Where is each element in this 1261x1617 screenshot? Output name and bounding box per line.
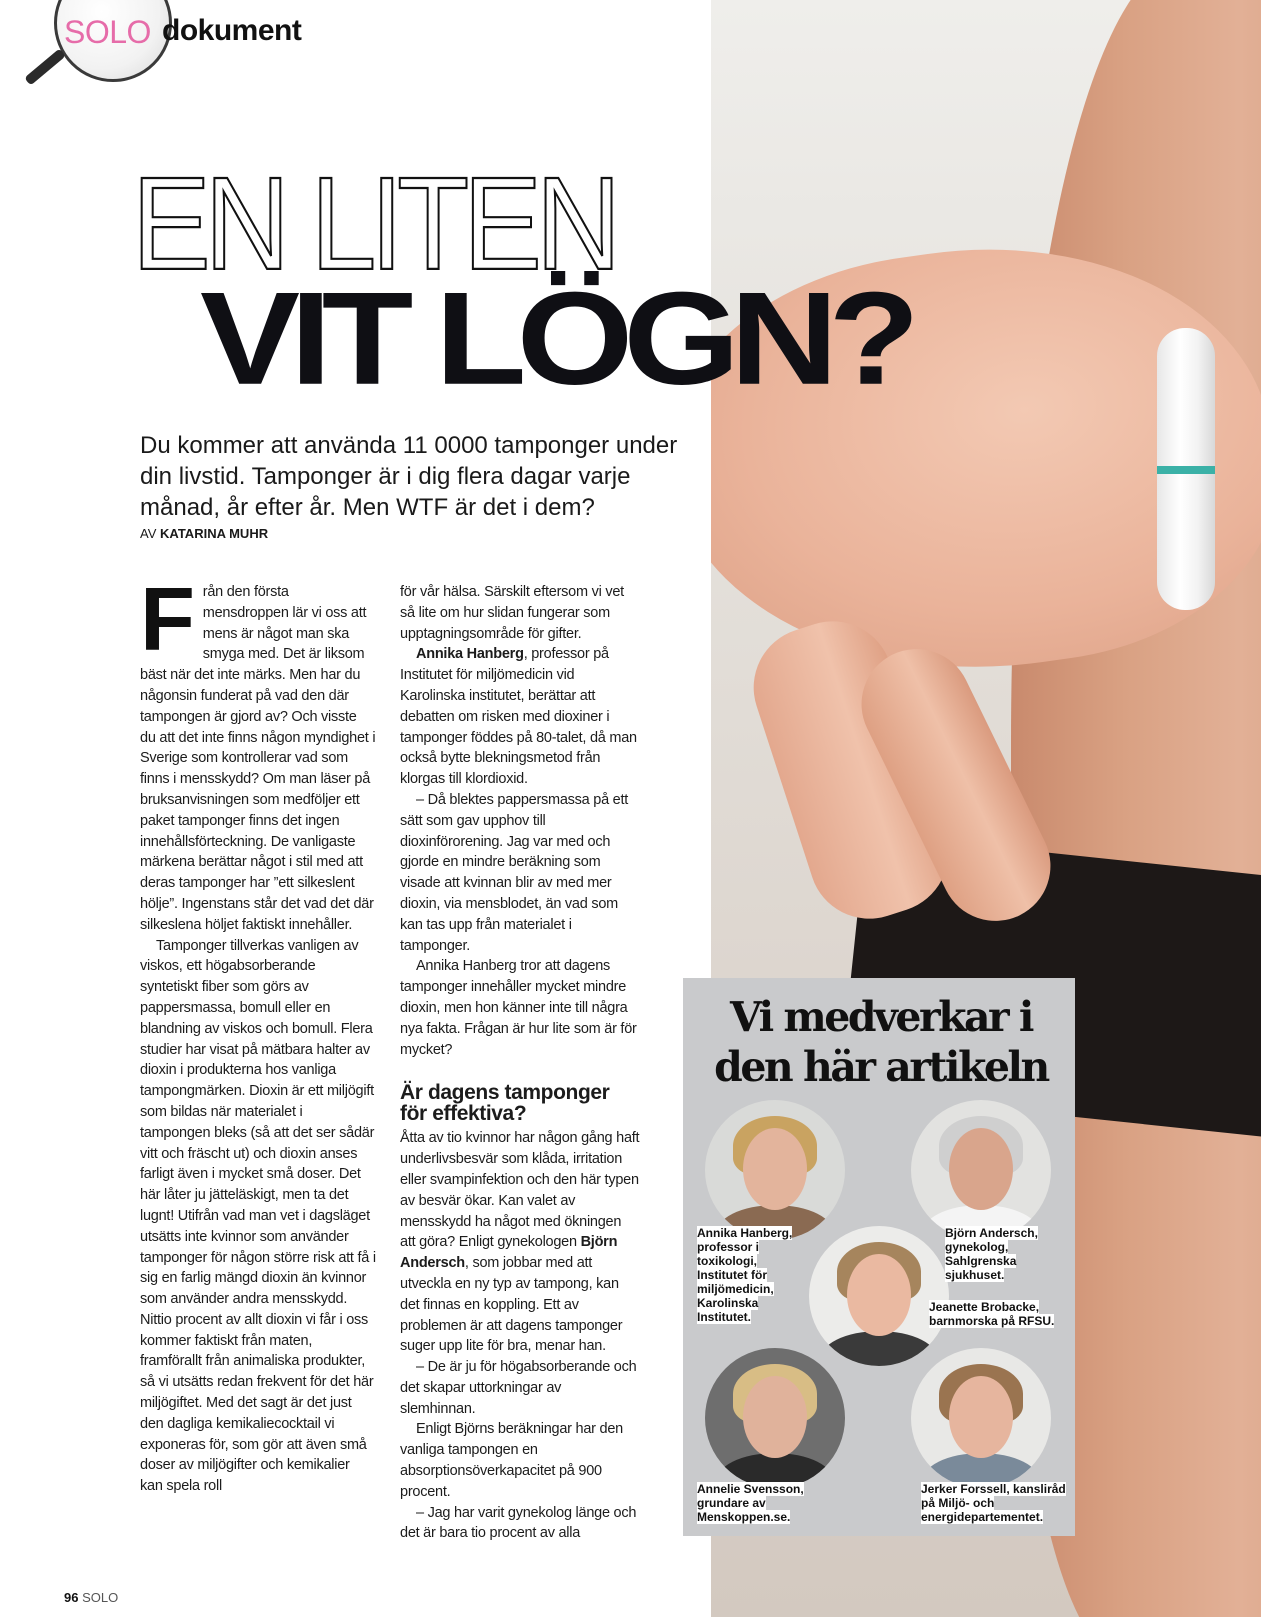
brand-name: SOLO bbox=[64, 14, 151, 50]
page-folio bbox=[64, 1590, 118, 1605]
body-paragraph: – De är ju för högabsorberande och det skapar uttorkningar av slemhinnan. bbox=[400, 1359, 637, 1417]
portrait-jerker bbox=[911, 1348, 1051, 1488]
body-paragraph: – Då blektes pappersmassa på ett sätt som gav upphov till dioxinförorening. Jag var med och gjorde en mindre beräkning som visade att kvinnan blir av med mer dioxin, via mensblodet, än vad som kan tas upp från materialet i tamponger. bbox=[400, 791, 629, 954]
section-logo bbox=[22, 0, 352, 95]
body-paragraph bbox=[400, 644, 640, 790]
portrait-face bbox=[949, 1128, 1013, 1210]
body-paragraph bbox=[400, 1128, 640, 1357]
body-text: rån den första mensdroppen lär vi oss att mens är något man ska smyga med. Det är liksom bäst när det inte märks. Men har du någonsin funderat på vad den där tampongen är gjord av? Och visste du att det inte finns någon myndighet i Sverige som kontrollerar vad som finns i mensskydd? Om man läser på bruksanvisningen som medföljer ett paket tamponger finns det ingen innehållsförteckning. De vanligaste märkena berättar något i stil med att deras tamponger har ”ett silkeslent hölje”. Ingenstans står det vad det där silkeslena höljet faktiskt innehåller. bbox=[140, 584, 376, 933]
caption-annelie: Annelie Svensson, grundare av Menskoppen.se. bbox=[697, 1482, 804, 1524]
portrait-bjorn bbox=[911, 1100, 1051, 1240]
lead-paragraph: Du kommer att använda 11 0000 tamponger under din livstid. Tamponger är i dig flera dagar varje månad, år efter år. Men WTF är det i dem? bbox=[140, 432, 678, 521]
caption-jeanette: Jeanette Brobacke, barnmorska på RFSU. bbox=[929, 1300, 1055, 1328]
body-column-1 bbox=[140, 570, 376, 1497]
body-paragraph: för vår hälsa. Särskilt eftersom vi vet så lite om hur slidan fungerar som upptagningsområde för gifter. bbox=[400, 584, 624, 642]
body-paragraph: Annika Hanberg tror att dagens tamponger innehåller mycket mindre dioxin, men hon känner inte till några nya fakta. Frågan är hur lite som är för mycket? bbox=[400, 958, 637, 1058]
body-paragraph: – Jag har varit gynekolog länge och det är bara tio procent av alla bbox=[400, 1504, 637, 1542]
magnifier-handle-icon bbox=[24, 48, 66, 85]
person-name: Björn Andersch bbox=[400, 1234, 618, 1272]
portrait-jeanette bbox=[809, 1226, 949, 1366]
body-paragraph bbox=[140, 570, 376, 936]
dropcap: F bbox=[140, 570, 195, 670]
body-text: , som jobbar med att utveckla en ny typ av tampong, kan det finnas en koppling. Ett av problemen är att dagens tamponger suger upp lite för bra, menar han. bbox=[400, 1255, 623, 1355]
body-column-2 bbox=[400, 582, 640, 1544]
body-paragraph: Enligt Björns beräkningar har den vanliga tampongen en absorptionsöverkapacitet på 900 procent. bbox=[400, 1421, 623, 1500]
body-text: Åtta av tio kvinnor har någon gång haft underlivsbesvär som klåda, irritation eller svampinfektion och den här typen av besvär ökar. Kan valet av mensskydd ha något med ökningen att göra? Enligt gynekologen bbox=[400, 1130, 640, 1251]
portrait-annelie bbox=[705, 1348, 845, 1488]
folio-magazine: SOLO bbox=[82, 1590, 119, 1605]
byline-author: KATARINA MUHR bbox=[160, 526, 269, 541]
caption-annika: Annika Hanberg, professor i toxikologi, Institutet för miljömedicin, Karolinska Institutet. bbox=[697, 1226, 793, 1324]
portrait-shoulders bbox=[819, 1331, 939, 1366]
body-paragraph: Tamponger tillverkas vanligen av viskos, ett högabsorberande syntetiskt fiber som görs av pappersmassa, bomull eller en blandning av viskos och bomull. Flera studier har visat på mätbara halter av dioxin i produkterna hos vanliga tampongmärken. Dioxin är ett miljögift som bildas när materialet i tampongen bleks (så att det ser sådär vitt och fräscht ut) och dioxin anses farligt även i mycket små doser. Det här låter ju jätteläskigt, men ta det lugnt! Utifrån vad man vet i dagsläget utsätts inte kvinnor som använder tamponger för någon större risk att få i sig en farlig mängd dioxin än kvinnor som använder andra mensskydd. Nittio procent av allt dioxin vi får i oss kommer faktiskt från maten, framförallt från animaliska produkter, så vi utsätts redan frekvent för det här miljögiftet. Med det sagt är det just den dagliga kemikaliecocktail vi exponeras för, som gör att även små doser av miljögifter och kemikalier kan spela roll bbox=[140, 937, 376, 1495]
person-name: Annika Hanberg bbox=[416, 646, 524, 663]
byline bbox=[140, 526, 268, 541]
contributors-box bbox=[683, 978, 1075, 1536]
headline-line-2: VIT LÖGN? bbox=[200, 264, 910, 412]
body-text: , professor på Institutet för miljömedicin vid Karolinska institutet, berättar att debatten om risken med dioxiner i tamponger föddes på 80-talet, då man också bytte blekningsmetod från klorgas till klordioxid. bbox=[400, 646, 637, 788]
portrait-face bbox=[743, 1376, 807, 1458]
byline-prefix: AV bbox=[140, 526, 157, 541]
portrait-face bbox=[847, 1254, 911, 1336]
photo-tampon bbox=[1157, 328, 1215, 610]
caption-bjorn: Björn Andersch, gynekolog, Sahlgrenska sjukhuset. bbox=[945, 1226, 1038, 1282]
page-number: 96 bbox=[64, 1590, 79, 1605]
portrait-face bbox=[743, 1128, 807, 1210]
tampon-stripe bbox=[1157, 466, 1215, 474]
contributors-title: Vi medverkar i den här artikeln bbox=[714, 993, 1048, 1091]
headline-line-1: EN LITEN bbox=[132, 150, 616, 298]
caption-jerker: Jerker Forssell, kansliråd på Miljö- och energidepartementet. bbox=[921, 1482, 1066, 1524]
portrait-annika bbox=[705, 1100, 845, 1240]
subheading: Är dagens tamponger för effektiva? bbox=[400, 1081, 610, 1126]
portrait-face bbox=[949, 1376, 1013, 1458]
section-name: dokument bbox=[162, 14, 302, 47]
